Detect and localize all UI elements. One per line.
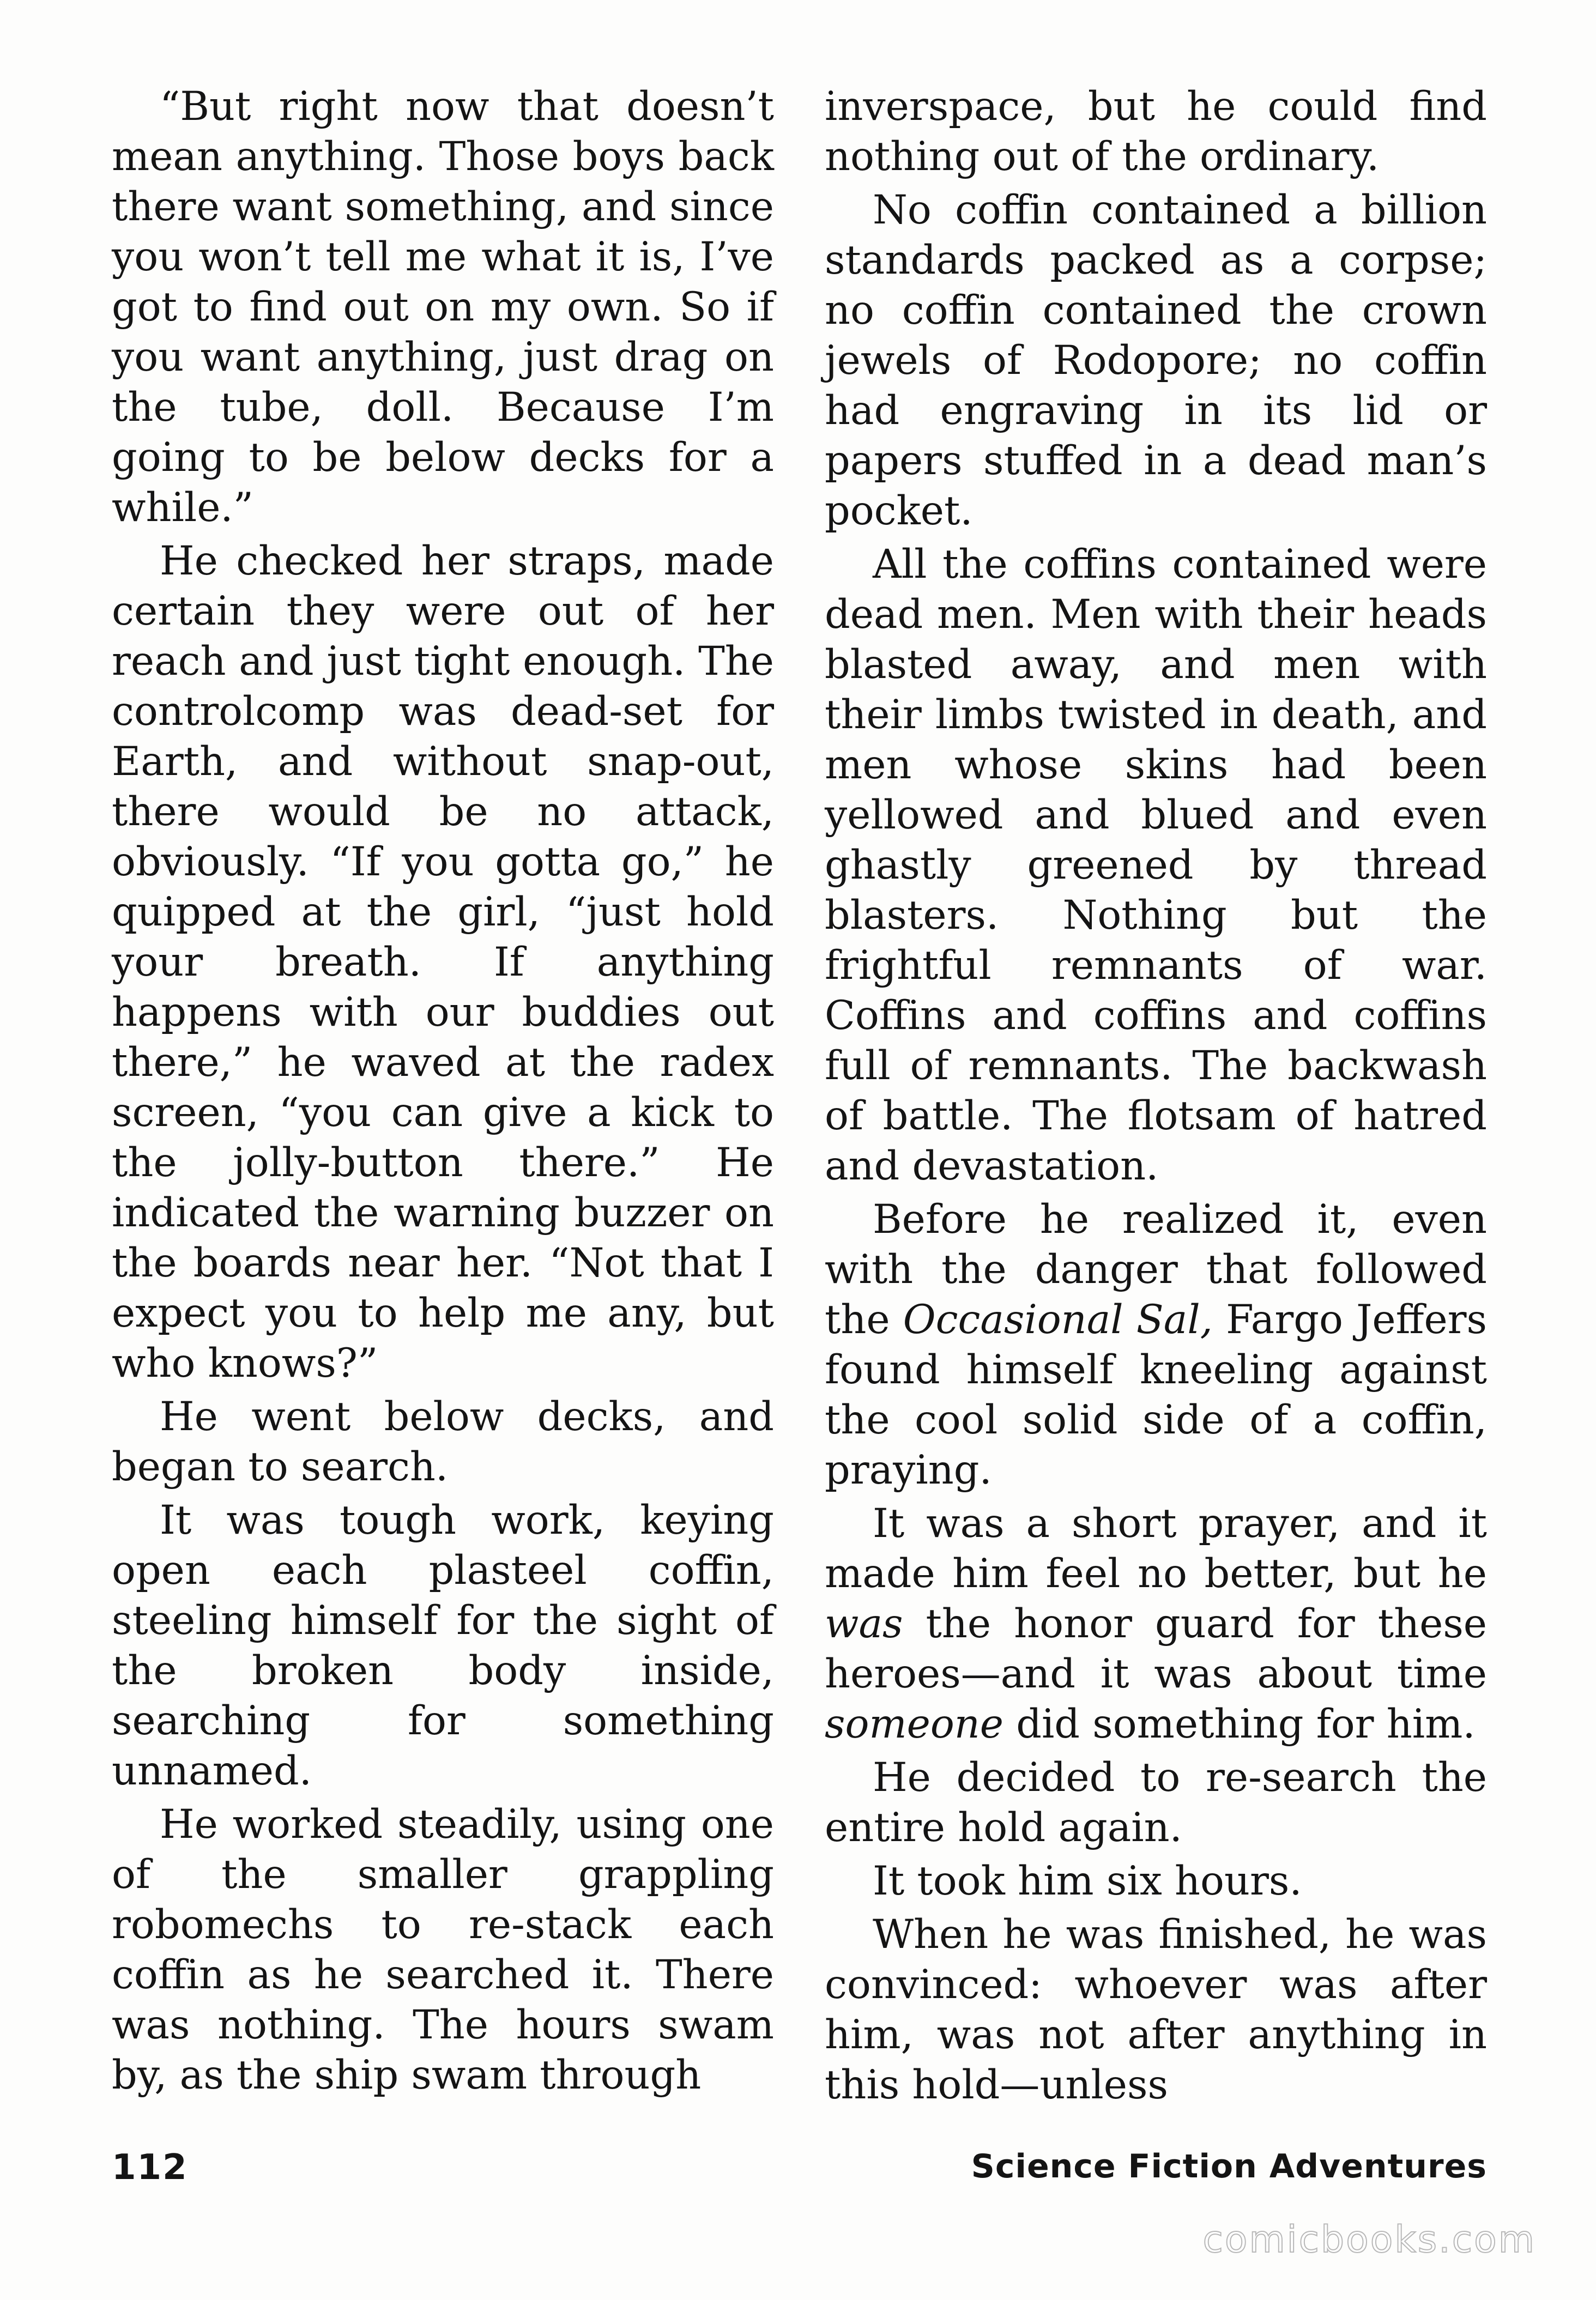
paragraph: It was tough work, keying open each plasteel coffin, steeling himself for the sight of the broken body inside, searching for something unnamed. xyxy=(112,1497,774,1794)
text-run: did something for him. xyxy=(1003,1701,1476,1747)
emphasis: someone xyxy=(825,1701,1004,1747)
watermark: comicbooks.com xyxy=(1202,2218,1536,2261)
paragraph xyxy=(825,1499,1487,1750)
right-text-column xyxy=(825,82,1487,2114)
ship-name: Occasional Sal, xyxy=(903,1297,1213,1343)
paragraph: When he was finished, he was convinced: whoever was after him, was not after anything in this hold—unless xyxy=(825,1911,1487,2108)
page-footer xyxy=(112,2147,1487,2196)
page-number: 112 xyxy=(112,2147,188,2188)
paragraph: No coffin contained a billion standards packed as a corpse; no coffin contained the crown jewels of Rodopore; no coffin had engraving in its lid or papers stuffed in a dead man’s pocket. xyxy=(825,187,1487,534)
text-run: the honor guard for these heroes—and it was about time xyxy=(825,1601,1487,1697)
paragraph: All the coffins contained were dead men. Men with their heads blasted away, and men with their limbs twisted in death, and men whose skins had been yellowed and blued and even ghastly greened by thread blasters. Nothing but the frightful remnants of war. Coffins and coffins and coffins full of remnants. The backwash of battle. The flotsam of hatred and devastation. xyxy=(825,541,1487,1189)
paragraph: “But right now that doesn’t mean anything. Those boys back there want something, and since you won’t tell me what it is, I’ve got to find out on my own. So if you want anything, just drag on the tube, doll. Because I’m going to be below decks for a while.” xyxy=(112,83,774,531)
paragraph: He checked her straps, made certain they were out of her reach and just tight enough. The controlcomp was dead-set for Earth, and without snap-out, there would be no attack, obviously. “If you gotta go,” he quipped at the girl, “just hold your breath. If anything happens with our buddies out there,” he waved at the radex screen, “you can give a kick to the jolly-button there.” He indicated the warning buzzer on the boards near her. “Not that I expect you to help me any, but who knows?” xyxy=(112,538,774,1387)
paragraph: He went below decks, and began to search. xyxy=(112,1394,774,1490)
paragraph: He worked steadily, using one of the smaller grappling robomechs to re-stack each coffin as he searched it. There was nothing. The hours swam by, as the ship swam through xyxy=(112,1801,774,2098)
paragraph: It took him six hours. xyxy=(873,1858,1302,1904)
text-run: Fargo Jeffers found himself kneeling against the cool solid side of a coffin, praying. xyxy=(825,1297,1487,1493)
paragraph: inverspace, but he could find nothing out of the ordinary. xyxy=(825,83,1487,180)
emphasis: was xyxy=(825,1601,903,1647)
text-run: It was a short prayer, and it made him feel no better, but he xyxy=(825,1500,1487,1597)
paragraph xyxy=(825,1195,1487,1496)
text-run: Before he realized it, even with the danger that followed the xyxy=(825,1196,1487,1343)
paragraph: He decided to re-search the entire hold again. xyxy=(825,1754,1487,1851)
magazine-title: Science Fiction Adventures xyxy=(971,2147,1487,2186)
left-text-column xyxy=(112,82,774,2104)
